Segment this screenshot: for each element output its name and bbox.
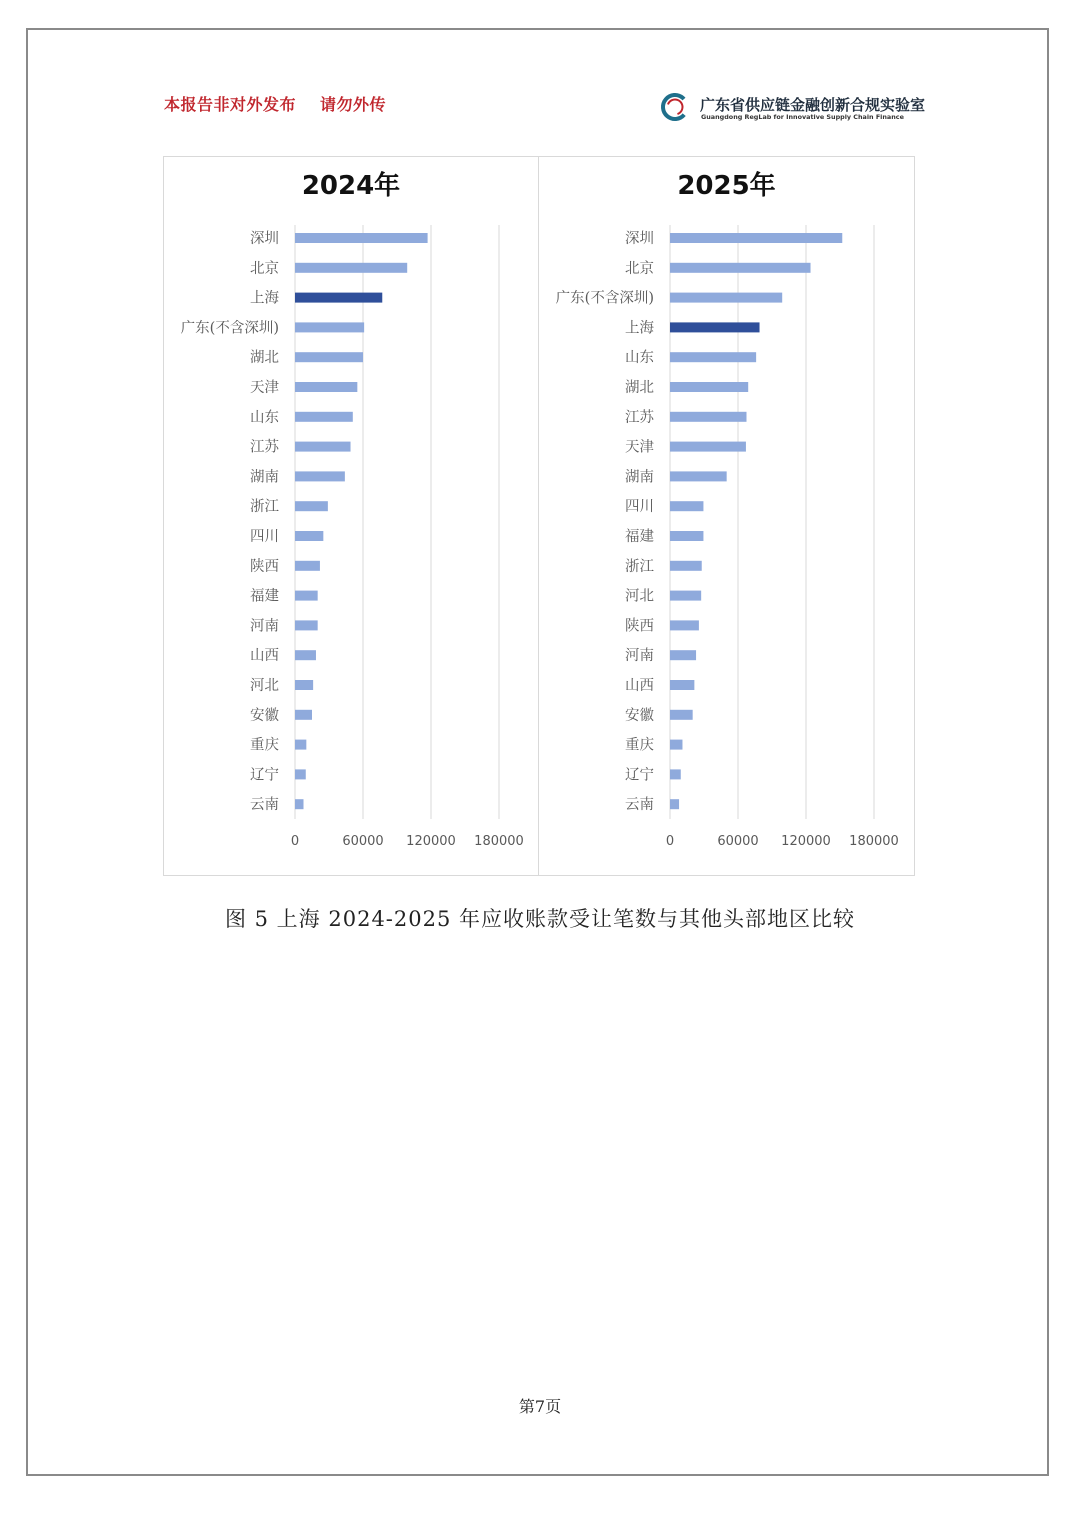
bar: [670, 412, 747, 422]
bar: [295, 233, 428, 243]
category-label: 辽宁: [625, 767, 654, 784]
bar: [670, 263, 811, 273]
bar: [670, 531, 703, 541]
bar: [670, 740, 682, 750]
category-label: 福建: [625, 529, 654, 545]
category-label: 辽宁: [250, 767, 279, 784]
bar: [295, 650, 316, 660]
category-label: 河南: [250, 618, 279, 635]
bar: [670, 680, 694, 690]
x-tick-label: 60000: [342, 834, 384, 849]
category-label: 山西: [250, 648, 279, 665]
bar: [670, 710, 693, 720]
lab-logo-icon: [660, 92, 690, 122]
category-label: 湖北: [250, 350, 279, 367]
x-tick-label: 120000: [406, 834, 456, 849]
category-label: 重庆: [250, 737, 279, 754]
x-tick-label: 0: [290, 834, 300, 849]
bar: [670, 561, 702, 571]
bar: [295, 412, 353, 422]
category-label: 山西: [625, 678, 654, 694]
category-label: 云南: [625, 797, 654, 814]
lab-name-english: Guangdong RegLab for Innovative Supply Chain Finance: [701, 113, 904, 121]
lab-logo: [660, 92, 926, 126]
bar: [295, 710, 312, 720]
category-label: 湖南: [250, 469, 279, 486]
bar: [295, 769, 306, 779]
bar: [295, 382, 357, 392]
bar-chart-2024: [164, 157, 540, 877]
bar: [295, 561, 320, 571]
no-distribution-notice: 请勿外传: [320, 95, 387, 114]
bar: [670, 620, 699, 630]
bar: [295, 591, 318, 601]
lab-name-chinese: 广东省供应链金融创新合规实验室: [700, 96, 926, 114]
x-tick-label: 180000: [849, 834, 899, 849]
bar: [670, 501, 703, 511]
category-label: 四川: [250, 529, 279, 545]
category-label: 安徽: [250, 707, 279, 724]
category-label: 山东: [625, 350, 654, 367]
category-label: 广东(不含深圳): [555, 290, 654, 307]
bar: [295, 293, 382, 303]
bar: [670, 322, 760, 332]
category-label: 江苏: [250, 439, 279, 456]
category-label: 四川: [625, 499, 654, 516]
category-label: 安徽: [625, 707, 654, 724]
category-label: 浙江: [250, 499, 279, 516]
category-label: 湖南: [625, 469, 654, 486]
figure-caption: 图 5 上海 2024-2025 年应收账款受让笔数与其他头部地区比较: [224, 907, 856, 931]
bar: [670, 233, 842, 243]
bar: [295, 620, 318, 630]
category-label: 深圳: [625, 231, 654, 247]
category-label: 陕西: [250, 558, 279, 575]
bar: [295, 442, 351, 452]
bar: [670, 293, 782, 303]
category-label: 北京: [625, 260, 654, 277]
category-label: 山东: [250, 409, 279, 426]
category-label: 深圳: [250, 231, 279, 247]
category-label: 上海: [250, 290, 279, 307]
x-tick-label: 180000: [474, 834, 524, 849]
category-label: 陕西: [625, 618, 654, 635]
category-label: 天津: [250, 380, 279, 396]
category-label: 云南: [250, 797, 279, 814]
category-label: 河南: [625, 648, 654, 665]
bar: [295, 471, 345, 481]
bar: [295, 501, 328, 511]
category-label: 北京: [250, 260, 279, 277]
bar: [295, 531, 323, 541]
bar: [670, 799, 679, 809]
category-label: 湖北: [625, 380, 654, 396]
x-tick-label: 120000: [781, 834, 831, 849]
bar: [295, 263, 407, 273]
bar: [295, 352, 363, 362]
bar: [295, 740, 306, 750]
chart-title-2025: 2025年: [677, 171, 776, 201]
category-label: 福建: [250, 588, 279, 605]
chart-panel-2024: [163, 156, 539, 876]
x-tick-label: 60000: [717, 834, 759, 849]
confidential-notice: 本报告非对外发布: [164, 95, 297, 114]
bar: [295, 799, 304, 809]
x-tick-label: 0: [665, 834, 675, 849]
bar: [670, 769, 681, 779]
bar: [295, 680, 313, 690]
bar: [670, 650, 696, 660]
bar-chart-2025: [539, 157, 916, 877]
page-number: 第7页: [518, 1397, 562, 1416]
bar: [670, 442, 746, 452]
category-label: 广东(不含深圳): [180, 320, 279, 337]
chart-panel-2025: [538, 156, 915, 876]
category-label: 浙江: [625, 558, 654, 575]
bar: [295, 322, 364, 332]
bar: [670, 471, 727, 481]
bar: [670, 382, 748, 392]
chart-title-2024: 2024年: [301, 171, 401, 201]
category-label: 河北: [625, 588, 654, 605]
category-label: 河北: [250, 678, 279, 694]
bar: [670, 352, 756, 362]
category-label: 江苏: [625, 409, 654, 426]
category-label: 上海: [625, 320, 654, 337]
category-label: 天津: [625, 439, 654, 456]
category-label: 重庆: [625, 737, 654, 754]
bar: [670, 591, 701, 601]
